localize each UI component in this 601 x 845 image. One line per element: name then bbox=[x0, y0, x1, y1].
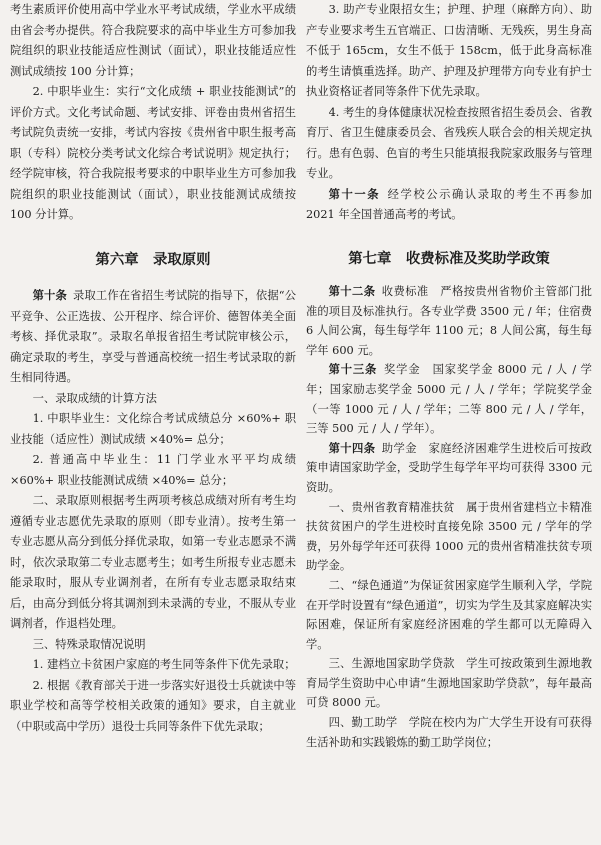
chapter-6-title: 第六章 录取原则 bbox=[95, 251, 211, 268]
calc-vocational: 1. 中职毕业生：文化综合考试成绩总分 ×60%+ 职业技能（适应性）测试成绩 ×40%= 总分； bbox=[10, 412, 296, 446]
article-10-text: 录取工作在省招生考试院的指导下，依据“公平竞争、公正选拔、公开程序、综合评价、德智体美全面考核、择优录取”。录取名单报省招生考试院审核公示，确定录取的考生，享受与普通高校统一招生考试录取的新生相同待遇。 bbox=[10, 289, 296, 384]
article-12 bbox=[306, 282, 592, 360]
section-3-title: 三、特殊录取情况说明 bbox=[32, 637, 146, 651]
calc-highschool: 2. 普通高中毕业生：11 门学业水平平均成绩 ×60%+ 职业技能测试成绩 ×40%= 总分； bbox=[10, 453, 296, 487]
aid-precision-poverty: 一、贵州省教育精准扶贫 属于贵州省建档立卡精准扶贫贫困户的学生进校时直接免除 3500 元 / 学年的学费，另外每学年还可获得 1000 元的贵州省精准扶贫专项助学金。 bbox=[306, 500, 592, 573]
article-13-text: 奖学金 国家奖学金 8000 元 / 人 / 学年；国家励志奖学金 5000 元 / 人 / 学年；学院奖学金（一等 1000 元 / 人 / 学年；二等 800 元 / 人 / 学年，三等 500 元 / 人 / 学年）。 bbox=[306, 363, 592, 436]
vocational-paragraph: 2. 中职毕业生：实行“文化成绩 + 职业技能测试”的评价方式。文化考试命题、考试安排、评卷由贵州省招生考试院负责统一安排，考试内容按《贵州省中职生报考高职（专科）院校分类考试文化综合考试说明》规定执行；经学院审核，符合我院报考要求的中职毕业生方可参加我院组织的职业技能测试（面试），职业技能测试成绩按 100 分计算。 bbox=[10, 85, 296, 221]
chapter-7-title: 第七章 收费标准及奖助学政策 bbox=[348, 250, 550, 267]
article-10-label: 第十条 bbox=[32, 289, 67, 302]
article-14 bbox=[306, 439, 592, 498]
right-column bbox=[306, 0, 592, 752]
special-case-4: 4. 考生的身体健康状况检查按照省招生委员会、省教育厅、省卫生健康委员会、省残疾人联合会的相关规定执行。患有色弱、色盲的考生只能填报我院家政服务与管理专业。 bbox=[306, 105, 592, 180]
special-case-3: 3. 助产专业限招女生；护理、护理（麻醉方向）、助产专业要求考生五官端正、口齿清晰、无残疾，男生身高不低于 165cm，女生不低于 158cm，低于此身高标准的考生请慎重选择。助产、护理及护理带方向专业有护士执业资格证者同等条件下优先录取。 bbox=[306, 3, 592, 98]
aid-student-loan: 三、生源地国家助学贷款 学生可按政策到生源地教育局学生资助中心申请“生源地国家助学贷款”，每年最高可贷 8000 元。 bbox=[306, 657, 592, 710]
article-12-text: 收费标准 严格按贵州省物价主管部门批准的项目及标准执行。各专业学费 3500 元 / 年；住宿费 6 人间公寓，每生每学年 1100 元；8 人间公寓，每生每学年 600 元。 bbox=[306, 285, 592, 357]
article-10 bbox=[10, 286, 296, 389]
article-14-text: 助学金 家庭经济困难学生进校后可按政策申请国家助学金，受助学生每学年平均可获得 3300 元资助。 bbox=[306, 441, 592, 494]
section-2-paragraph: 二、录取原则根据考生两项考核总成绩对所有考生均遵循专业志愿优先录取的原则（即专业清）。按考生第一专业志愿从高分到低分择优录取，如第一专业志愿录不满时，依次录取第二专业志愿考生；如考生所报专业志愿未能录取时，服从专业调剂者，在所有专业志愿录取结束后，由高分到低分将其调剂到未录满的专业，不服从专业调剂者，作退档处理。 bbox=[10, 494, 296, 630]
special-case-1: 1. 建档立卡贫困户家庭的考生同等条件下优先录取； bbox=[32, 658, 296, 671]
aid-work-study: 四、勤工助学 学院在校内为广大学生开设有可获得生活补助和实践锻炼的勤工助学岗位； bbox=[306, 716, 592, 749]
aid-green-channel: 二、“绿色通道”为保证贫困家庭学生顺利入学，学院在开学时设置有“绿色通道”，切实为学生及其家庭解决实际困难，保证所有家庭经济困难的学生都可以无障碍入学。 bbox=[306, 578, 592, 651]
article-11-label: 第十一条 bbox=[328, 187, 381, 201]
section-1-title: 一、录取成绩的计算方法 bbox=[32, 391, 157, 405]
article-11 bbox=[306, 185, 592, 226]
article-11-text: 经学校公示确认录取的考生不再参加 2021 年全国普通高考的考试。 bbox=[306, 187, 592, 221]
intro-paragraph: 考生素质评价使用高中学业水平考试成绩，学业水平成绩由省会考办提供。符合我院要求的高中毕业生方可参加我院组织的职业技能适应性测试（面试），职业技能适应性测试成绩按 100 分计算； bbox=[10, 3, 296, 78]
article-14-label: 第十四条 bbox=[328, 441, 376, 455]
article-12-label: 第十二条 bbox=[328, 285, 376, 298]
article-13 bbox=[306, 360, 592, 438]
left-column bbox=[10, 0, 296, 737]
article-13-label: 第十三条 bbox=[328, 363, 378, 377]
special-case-2: 2. 根据《教育部关于进一步落实好退役士兵就读中等职业学校和高等学校相关政策的通知》要求，自主就业（中职或高中学历）退役士兵同等条件下优先录取； bbox=[10, 678, 296, 733]
